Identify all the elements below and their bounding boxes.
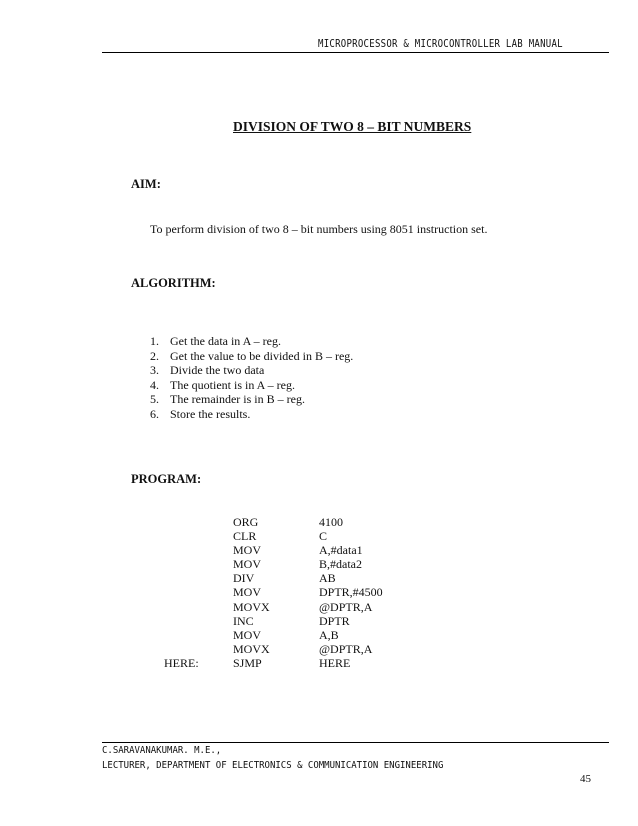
algorithm-step-text: Divide the two data	[170, 363, 265, 378]
program-mnemonic: SJMP	[233, 655, 262, 670]
algorithm-step	[150, 392, 353, 407]
document-title: DIVISION OF TWO 8 – BIT NUMBERS	[233, 119, 472, 134]
program-operand: @DPTR,A	[319, 599, 373, 614]
program-operand: A,B	[319, 627, 339, 642]
algorithm-step-text: Store the results.	[170, 406, 251, 421]
algorithm-step	[150, 363, 353, 378]
algorithm-step	[150, 349, 353, 364]
program-mnemonic: MOV	[233, 627, 262, 642]
program-mnemonic: ORG	[233, 515, 259, 529]
algorithm-step-text: The remainder is in B – reg.	[170, 392, 305, 407]
program-operand: AB	[319, 571, 336, 586]
header-divider	[102, 52, 609, 53]
program-operand: B,#data2	[319, 557, 362, 572]
program-label: HERE:	[164, 655, 199, 670]
algorithm-step-number: 6.	[150, 406, 159, 421]
aim-text: To perform division of two 8 – bit numbers using 8051 instruction set.	[150, 222, 488, 236]
algorithm-list	[150, 334, 353, 422]
program-mnemonic: MOV	[233, 557, 262, 572]
algorithm-step	[150, 334, 353, 349]
program-mnemonic: MOV	[233, 543, 262, 558]
algorithm-step-number: 1.	[150, 334, 159, 348]
program-operand: HERE	[319, 655, 351, 670]
header-title: MICROPROCESSOR & MICROCONTROLLER LAB MANUAL	[318, 38, 563, 50]
page-number: 45	[580, 773, 591, 785]
algorithm-step-text: Get the data in A – reg.	[170, 334, 281, 348]
program-operand: A,#data1	[319, 543, 363, 558]
algorithm-step-text: Get the value to be divided in B – reg.	[170, 348, 354, 363]
footer-author: C.SARAVANAKUMAR. M.E.,	[102, 745, 222, 756]
program-operand: DPTR	[319, 613, 350, 628]
footer-divider	[102, 742, 609, 743]
program-operand: C	[319, 529, 328, 544]
algorithm-step-number: 4.	[150, 377, 159, 392]
algorithm-step	[150, 378, 353, 393]
program-mnemonic: MOV	[233, 585, 262, 600]
program-operand: 4100	[319, 515, 343, 529]
program-mnemonic: DIV	[233, 571, 255, 586]
algorithm-heading: ALGORITHM:	[131, 276, 216, 290]
aim-heading: AIM:	[131, 177, 161, 191]
program-mnemonic: CLR	[233, 529, 257, 544]
program-mnemonic: INC	[233, 613, 254, 628]
program-operand: @DPTR,A	[319, 641, 373, 656]
algorithm-step-number: 2.	[150, 348, 159, 363]
algorithm-step-text: The quotient is in A – reg.	[170, 377, 295, 392]
algorithm-step-number: 3.	[150, 363, 159, 378]
footer-affiliation: LECTURER, DEPARTMENT OF ELECTRONICS & COMMUNICATION ENGINEERING	[102, 760, 444, 771]
program-heading: PROGRAM:	[131, 472, 202, 486]
algorithm-step-number: 5.	[150, 392, 159, 407]
program-mnemonic: MOVX	[233, 641, 270, 656]
program-mnemonic: MOVX	[233, 599, 270, 614]
program-operand: DPTR,#4500	[319, 585, 383, 600]
algorithm-step	[150, 407, 353, 422]
